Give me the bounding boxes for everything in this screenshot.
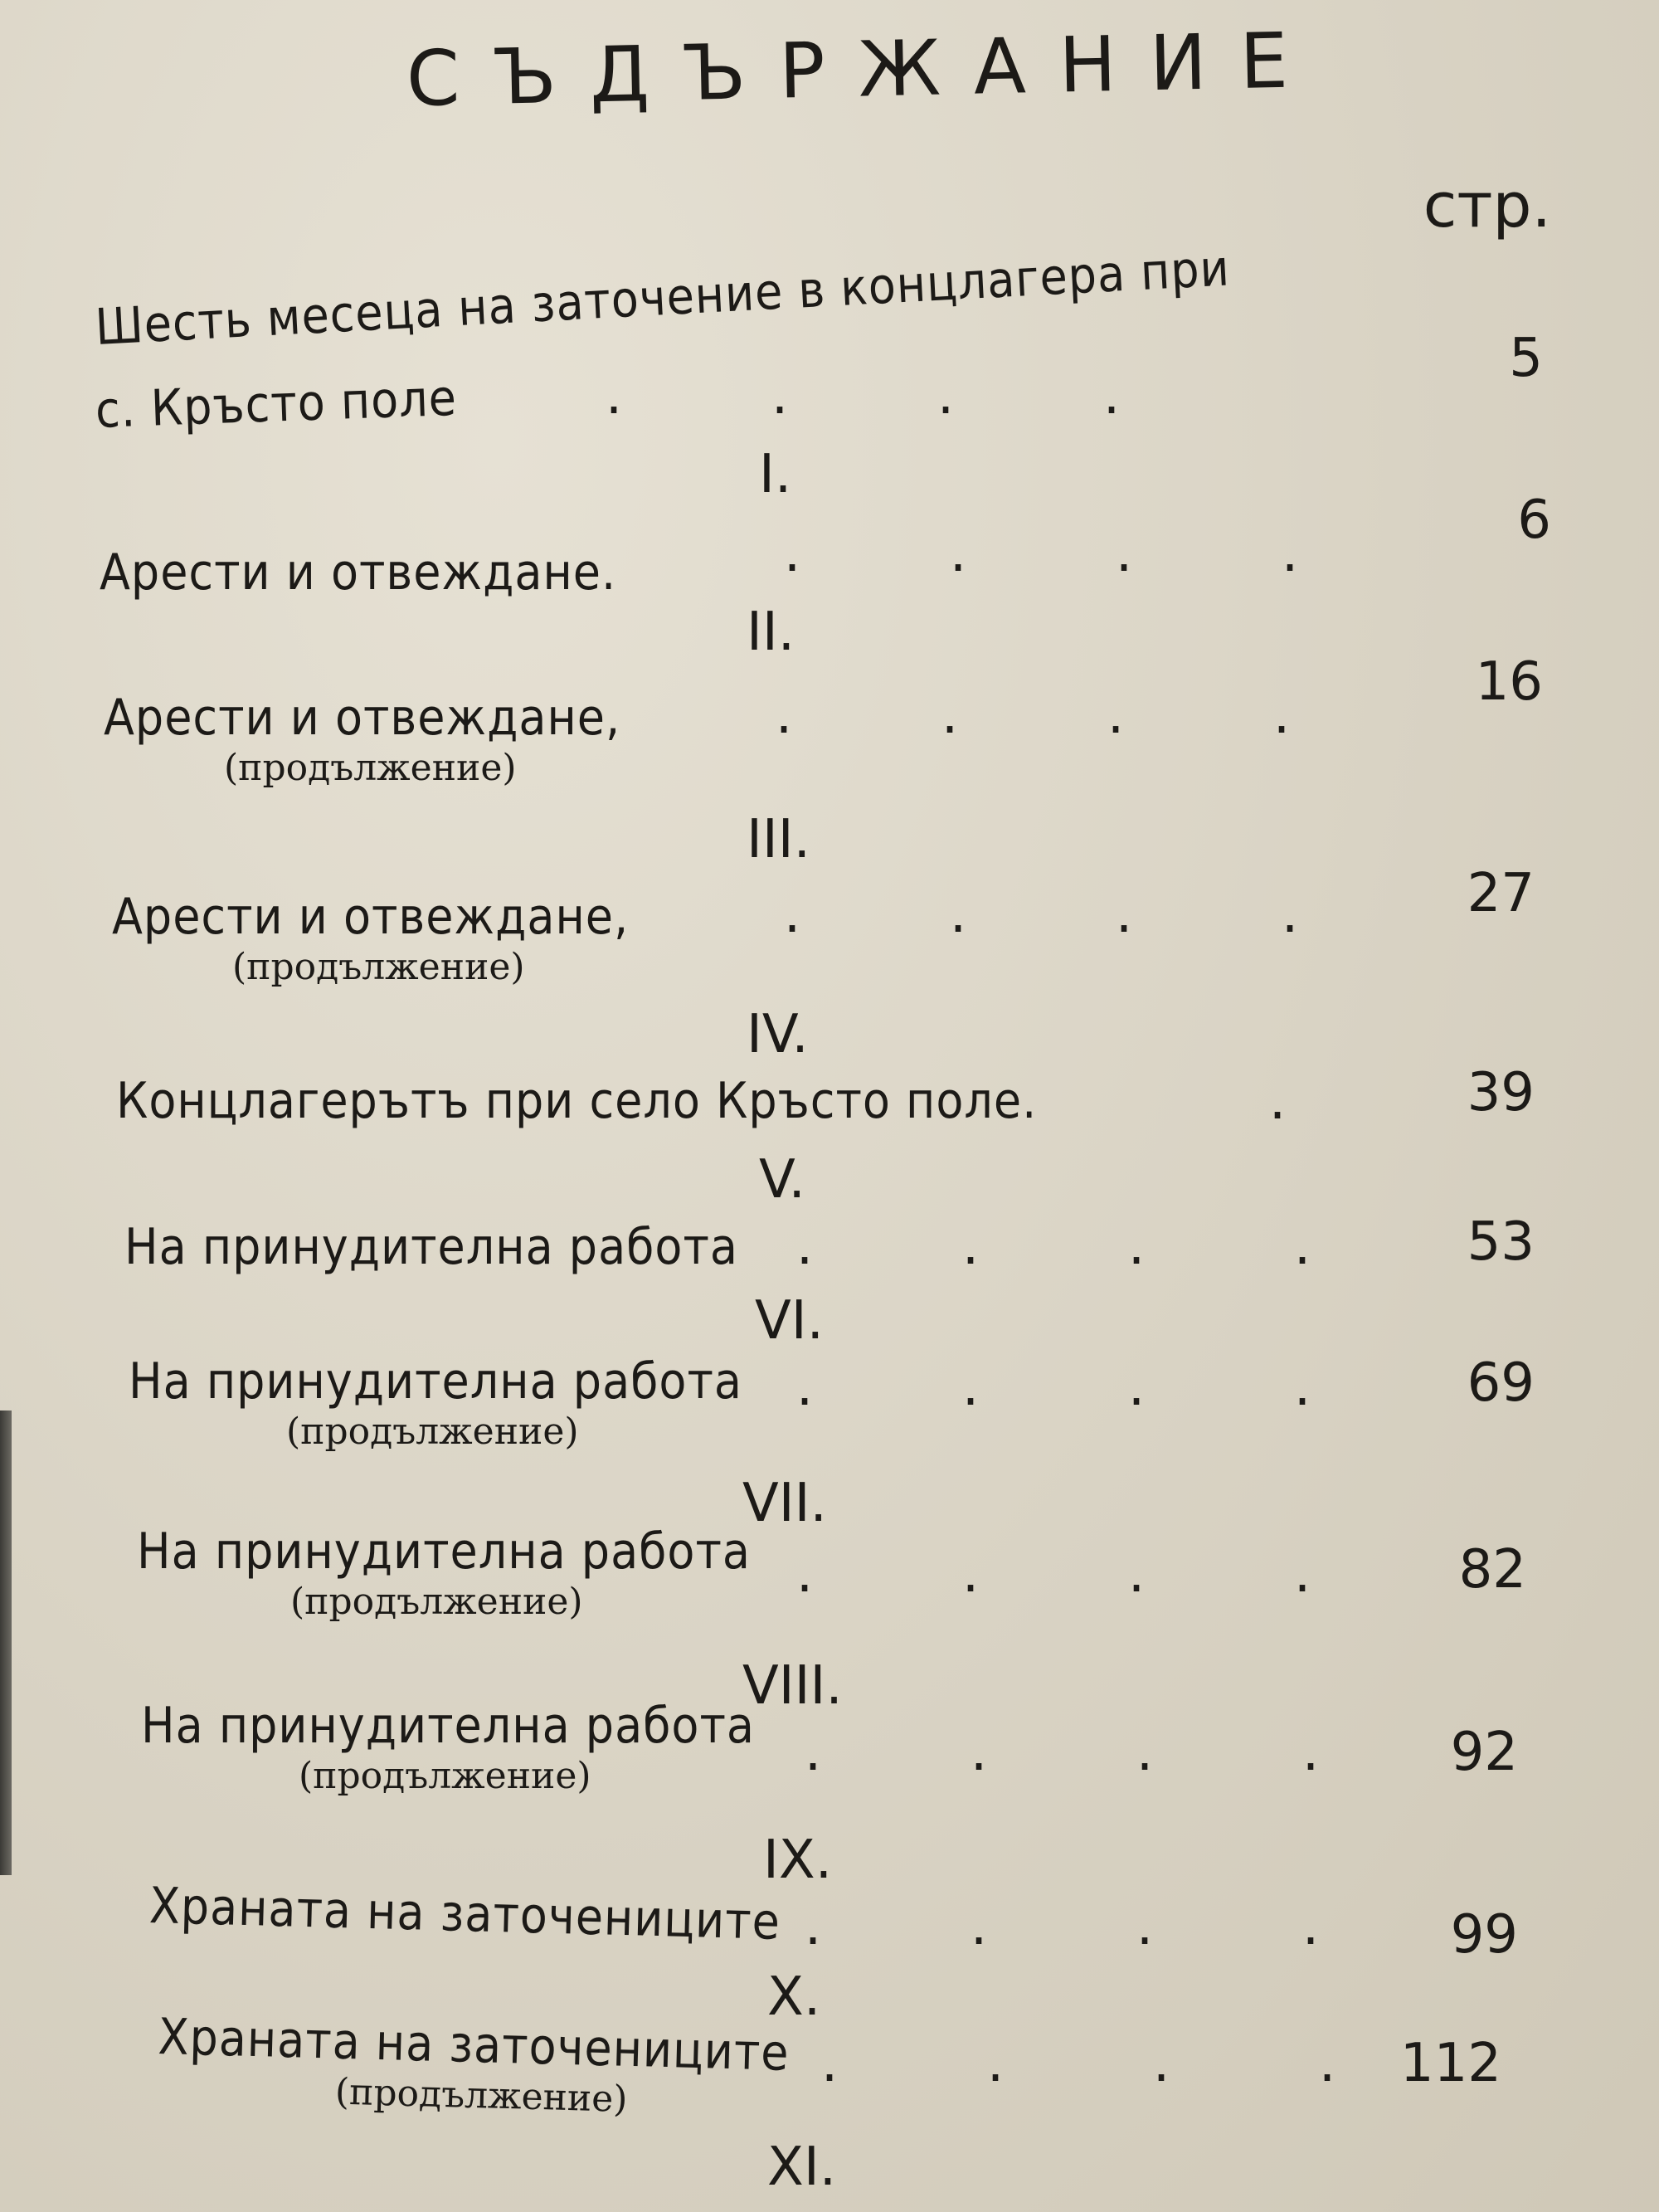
toc-entry <box>141 1697 755 1797</box>
toc-entry-title: Арести и отвеждане. <box>100 543 617 602</box>
toc-entry-continuation <box>95 369 458 440</box>
leader-dots: . . . . <box>804 1722 1320 1783</box>
toc-entry <box>137 1523 751 1623</box>
leader-dots: . . . . <box>820 2033 1336 2094</box>
toc-entry-title: На принудителна работа <box>129 1352 742 1411</box>
toc-entry-title: На принудителна работа <box>124 1218 738 1276</box>
toc-entry-title: Арести и отвеждане, <box>104 689 621 747</box>
chapter-number: III. <box>747 809 810 870</box>
toc-entry-subtitle: (продължение) <box>232 946 525 988</box>
toc-entry <box>129 1352 742 1453</box>
toc-entry-title-line2: с. Кръсто поле <box>94 368 458 440</box>
toc-entry-subtitle: (продължение) <box>299 1755 591 1797</box>
toc-page-number: 82 <box>1458 1539 1526 1601</box>
toc-page-number: 99 <box>1450 1904 1518 1966</box>
toc-page-number: 53 <box>1467 1211 1535 1273</box>
toc-entry-subtitle: (продължение) <box>224 747 517 789</box>
leader-dots: . . . . <box>605 365 1121 426</box>
chapter-number: VI. <box>755 1290 824 1352</box>
chapter-number: VIII. <box>742 1655 843 1717</box>
leader-dots: . . . . <box>775 685 1291 746</box>
toc-page-number: 16 <box>1475 651 1543 713</box>
leader-dots: . . . . <box>783 884 1299 945</box>
toc-page-number: 39 <box>1467 1062 1535 1123</box>
chapter-number: V. <box>759 1149 805 1211</box>
leader-dots: . . . . <box>795 1543 1311 1605</box>
toc-entry <box>112 888 629 988</box>
toc-entry <box>94 239 1231 357</box>
toc-entry-title: Храната на заточениците <box>157 2008 791 2083</box>
leader-dots: . <box>1268 1070 1287 1132</box>
leader-dots: . . . . <box>795 1216 1311 1277</box>
toc-entry <box>156 2008 790 2125</box>
chapter-number: VII. <box>742 1473 827 1534</box>
chapter-number: II. <box>747 602 795 663</box>
page-column-label: стр. <box>1423 170 1551 241</box>
chapter-number: IV. <box>747 1004 809 1065</box>
toc-entry <box>116 1072 1037 1130</box>
toc-entry-title: Арести и отвеждане, <box>112 888 630 946</box>
toc-entry-subtitle: (продължение) <box>290 1581 583 1623</box>
toc-entry-title: Храната на заточениците <box>148 1877 781 1951</box>
toc-entry-subtitle: (продължение) <box>334 2070 629 2121</box>
toc-entry <box>100 543 616 602</box>
toc-entry-title: Шесть месеца на заточение в концлагера при <box>94 239 1232 357</box>
chapter-number: X. <box>767 1966 821 2028</box>
toc-page-number: 92 <box>1450 1722 1518 1783</box>
page-title: СЪДЪРЖАНИЕ <box>405 15 1322 124</box>
leader-dots: . . . . <box>783 523 1299 584</box>
toc-page-number: 112 <box>1399 2033 1501 2094</box>
toc-entry-title: На принудителна работа <box>141 1697 755 1755</box>
toc-page-number: 5 <box>1509 328 1543 389</box>
toc-page-number: 69 <box>1467 1352 1535 1414</box>
toc-entry <box>104 689 620 789</box>
toc-page-number: 6 <box>1517 490 1551 551</box>
toc-entry <box>148 1877 781 1951</box>
toc-entry-title: Концлагерътъ при село Кръсто поле. <box>116 1072 1038 1130</box>
toc-entry <box>124 1218 738 1276</box>
toc-page-number: 27 <box>1467 863 1535 924</box>
chapter-number: XI. <box>767 2136 837 2198</box>
toc-entry-title: На принудителна работа <box>137 1523 751 1581</box>
chapter-number: I. <box>759 444 792 505</box>
toc-entry-subtitle: (продължение) <box>286 1411 579 1453</box>
leader-dots: . . . . <box>795 1357 1311 1418</box>
chapter-number: IX. <box>763 1830 833 1891</box>
leader-dots: . . . . <box>804 1896 1320 1957</box>
